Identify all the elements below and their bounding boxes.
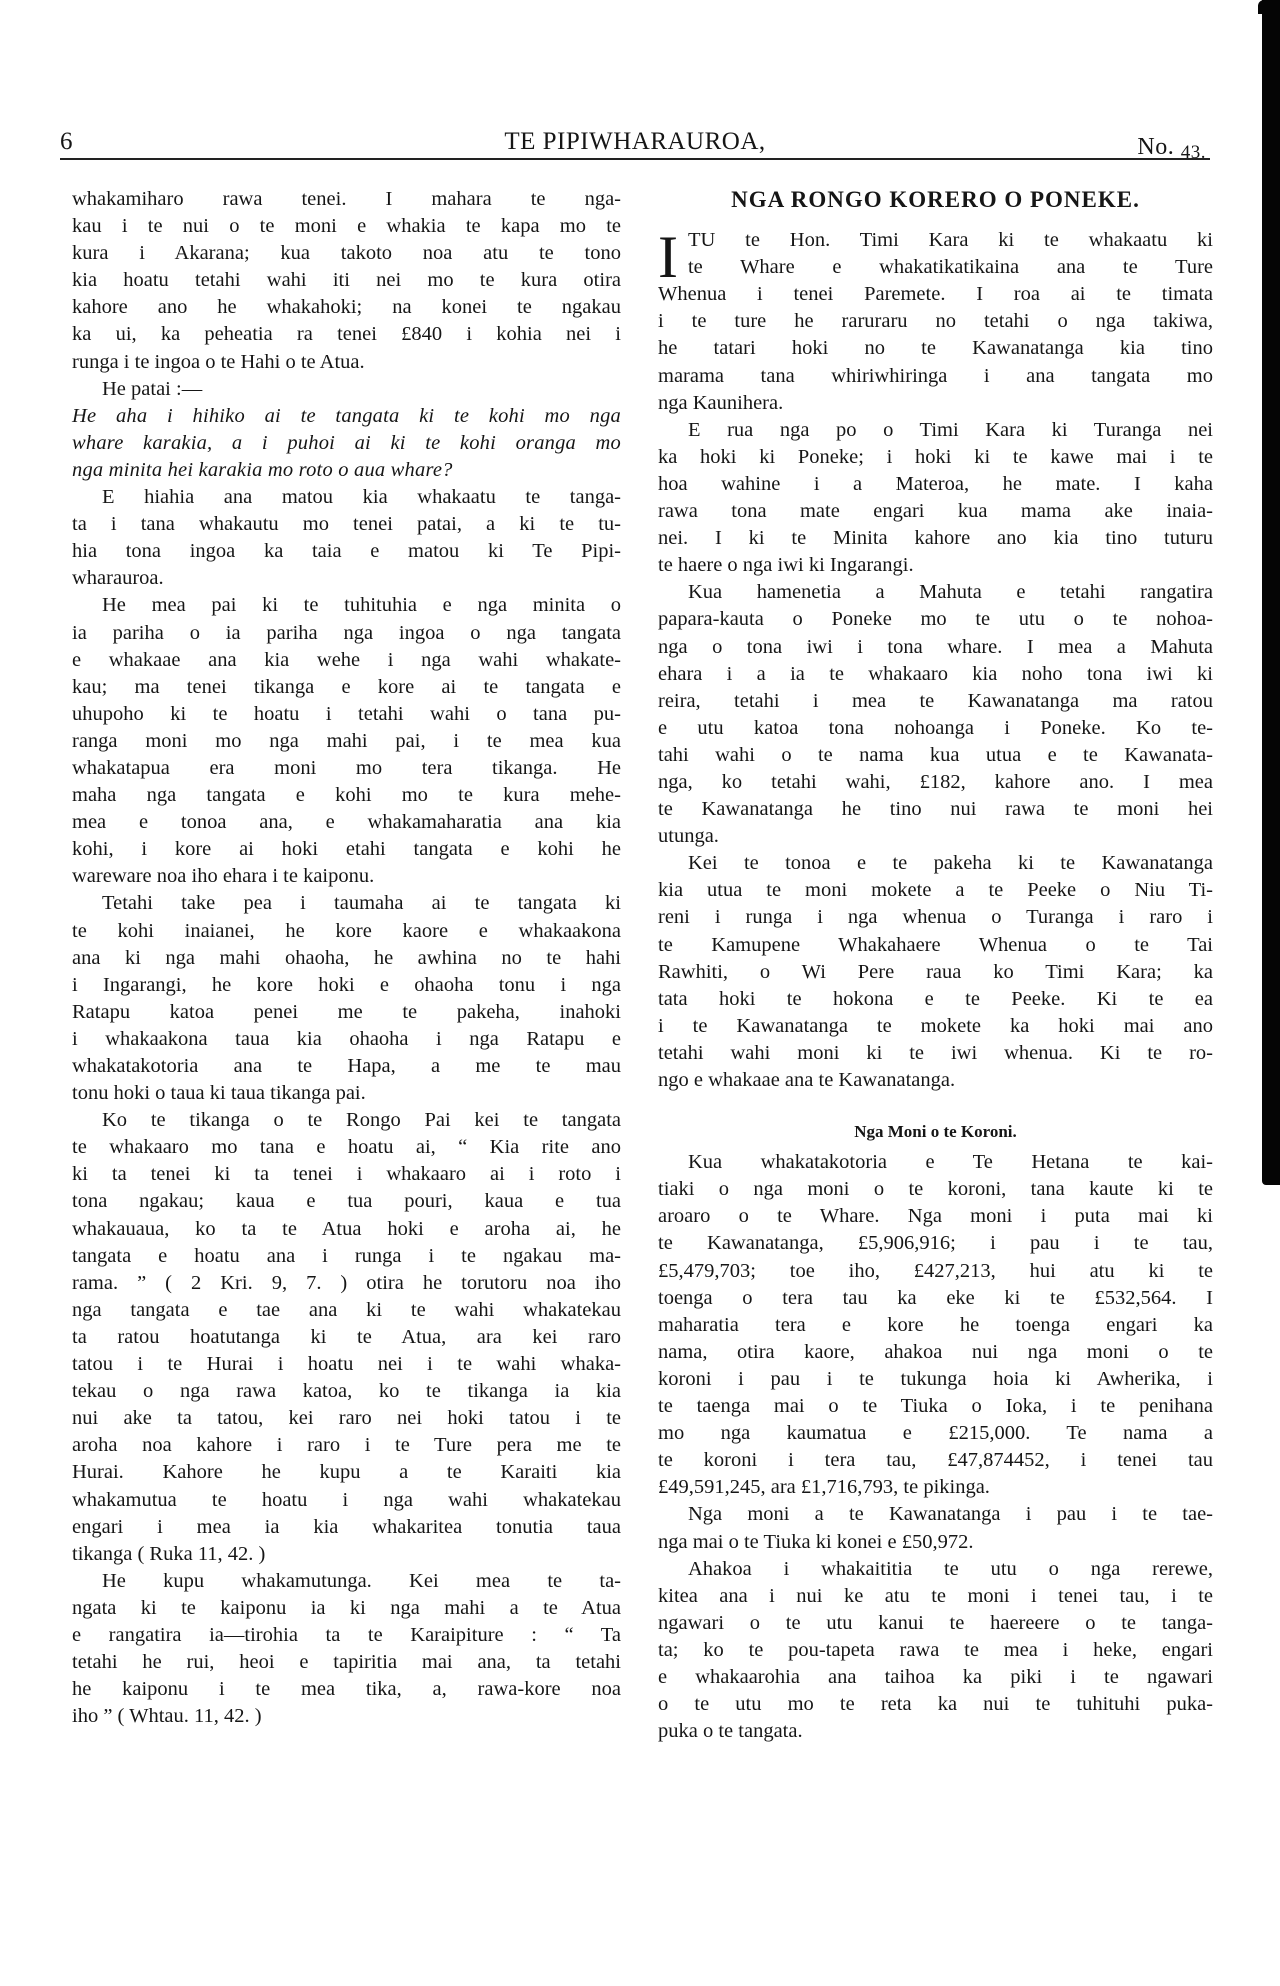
article-subheading: Nga Moni o te Koroni.	[854, 1122, 1017, 1142]
text-line: Nga moni a te Kawanatanga i pau i te tae-	[688, 1503, 1213, 1526]
text-line: Tetahi take pea i taumaha ai te tangata ki	[102, 892, 621, 915]
text-line: kia utua te moni mokete a te Peeke o Niu Ti-	[658, 879, 1213, 902]
text-line: kau; ma tenei tikanga e kore ai te tangata e	[72, 675, 621, 698]
text-line: He mea pai ki te tuhituhia e nga minita o	[102, 594, 621, 617]
text-line: He kupu whakamutunga. Kei mea te ta-	[102, 1569, 621, 1592]
page-header	[60, 124, 1210, 163]
text-line: te whakaaro mo tana e hoatu ai, “ Kia rite ano	[72, 1136, 621, 1159]
text-line: tiaki o nga moni o te koroni, tana kaute ki te	[658, 1178, 1213, 1201]
text-line: nama, otira kaore, ahakoa nui nga moni o te	[658, 1340, 1213, 1363]
text-line: he tatari hoki no te Kawanatanga kia tino	[658, 337, 1213, 360]
text-line: Whenua i tenei Paremete. I roa ai te timata	[658, 283, 1213, 306]
text-line: nga minita hei karakia mo roto o aua whare?	[72, 458, 453, 481]
text-line: kahore ano he whakahoki; na konei te ngakau	[72, 296, 621, 319]
paragraph	[72, 592, 621, 890]
text-line: e rangatira ia—tirohia ta te Karaipiture : “ Ta	[72, 1623, 621, 1646]
text-line: E rua nga po o Timi Kara ki Turanga nei	[688, 418, 1213, 441]
paragraph	[658, 1149, 1213, 1501]
text-line: tonu hoki o taua ki taua tikanga pai.	[72, 1082, 366, 1105]
text-line: £5,479,703; toe iho, £427,213, hui atu ki te	[658, 1259, 1213, 1282]
text-line: ngo e whakaae ana te Kawanatanga.	[658, 1069, 956, 1091]
text-line: te koroni i tera tau, £47,874452, i tenei tau	[658, 1449, 1213, 1472]
paragraph	[658, 579, 1213, 850]
text-line: ka hoki ki Poneke; i hoki ki te kawe mai i te	[658, 445, 1213, 468]
text-line: tetahi wahi moni ki te iwi whenua. Ki te ro-	[658, 1041, 1213, 1064]
text-line: whakatapua era moni mo tera tikanga. He	[72, 756, 621, 779]
text-line: Ko te tikanga o te Rongo Pai kei te tangata	[102, 1109, 621, 1132]
text-line: nga tangata e tae ana ki te wahi whakatekau	[72, 1298, 621, 1321]
text-line: i te Kawanatanga te mokete ka hoki mai ano	[658, 1014, 1213, 1037]
text-line: tangata e hoatu ana i runga i te ngakau ma-	[72, 1244, 621, 1267]
text-line: maharatia tera e kore he toenga engari ka	[658, 1313, 1213, 1336]
right-column	[658, 186, 1213, 1745]
paragraph	[658, 850, 1213, 1094]
article-heading: NGA RONGO KORERO O PONEKE.	[731, 187, 1140, 212]
text-line: mo nga kaumatua e £215,000. Te nama a	[658, 1422, 1213, 1445]
text-line: kau i te nui o te moni e whakia te kapa mo te	[72, 215, 621, 238]
text-line: te Kawanatanga, £5,906,916; i pau i te tau,	[658, 1232, 1213, 1255]
text-line: Ahakoa i whakaititia te utu o nga rerewe,	[688, 1557, 1213, 1580]
paragraph	[72, 376, 621, 403]
text-line: rama. ” ( 2 Kri. 9, 7. ) otira he torutoru noa iho	[72, 1271, 621, 1294]
text-line: tatou i te Hurai i hoatu nei i te wahi whaka-	[72, 1353, 621, 1376]
text-line: TU te Hon. Timi Kara ki te whakaatu ki	[687, 229, 1213, 252]
text-line: whakamutua te hoatu i nga wahi whakatekau	[72, 1488, 621, 1511]
text-line: nga Kaunihera.	[658, 391, 784, 414]
text-line: ka ui, ka peheatia ra tenei £840 i kohia nei i	[72, 323, 621, 346]
text-line: maha nga tangata e kohi mo te kura mehe-	[72, 784, 621, 807]
text-line: Kua whakatakotoria e Te Hetana te kai-	[688, 1151, 1213, 1174]
text-line: ta i tana whakautu mo tenei patai, a ki te tu-	[72, 513, 621, 536]
text-line: iho ” ( Whtau. 11, 42. )	[72, 1705, 262, 1728]
text-line: ki ta tenei ki ta tenei i whakaaro ai i roto i	[72, 1163, 621, 1186]
paragraph	[658, 417, 1213, 580]
text-line: Kua hamenetia a Mahuta e tetahi rangatira	[688, 581, 1213, 604]
drop-cap: I	[658, 224, 678, 291]
paragraph	[72, 484, 621, 592]
paragraph	[658, 1556, 1213, 1746]
left-column	[72, 186, 621, 1730]
paragraph	[72, 890, 621, 1107]
issue-label: No.	[1137, 134, 1175, 160]
text-line: Kei te tonoa e te pakeha ki te Kawanatanga	[688, 852, 1213, 875]
text-line: whakauaua, ko ta te Atua hoki e aroha ai, he	[72, 1217, 621, 1240]
text-line: e utu katoa tona nohoanga i Poneke. Ko te-	[658, 716, 1213, 739]
text-line: rawa tona mate engari kua mama ake inaia-	[658, 500, 1213, 523]
text-line: tata hoki te hokona e te Peeke. Ki te ea	[658, 987, 1213, 1010]
text-line: tikanga ( Ruka 11, 42. )	[72, 1542, 266, 1565]
text-line: kura i Akarana; kua takoto noa atu te tono	[72, 242, 621, 265]
text-line: E hiahia ana matou kia whakaatu te tanga-	[102, 486, 621, 509]
text-line: te taenga mai o te Tiuka o Ioka, i te penihana	[658, 1395, 1213, 1418]
text-line: wareware noa iho ehara i te kaiponu.	[72, 865, 375, 888]
text-line: o te utu mo te reta ka nui te tuhituhi puka-	[658, 1693, 1213, 1716]
text-line: aroaro o te Whare. Nga moni i puta mai ki	[658, 1205, 1213, 1228]
text-line: te Kawanatanga he tino nui rawa te moni hei	[658, 798, 1213, 821]
paragraph	[658, 1501, 1213, 1555]
text-line: marama tana whiriwhiringa i ana tangata mo	[658, 364, 1213, 387]
text-line: whakamiharo rawa tenei. I mahara te nga-	[72, 188, 621, 210]
text-line: reni i runga i nga whenua o Turanga i raro i	[658, 906, 1213, 929]
text-line: papara-kauta o Poneke mo te utu o te nohoa-	[658, 608, 1213, 631]
text-line: whare karakia, a i puhoi ai ki te kohi oranga mo	[72, 431, 621, 454]
paragraph	[72, 1568, 621, 1731]
text-line: te Kamupene Whakahaere Whenua o te Tai	[658, 933, 1213, 956]
text-line: aroha noa kahore i raro i te Ture pera me te	[72, 1434, 621, 1457]
text-line: i te ture he raruraru no tetahi o nga takiwa,	[658, 310, 1213, 333]
text-line: i Ingarangi, he kore hoki e ohaoha tonu i nga	[72, 973, 621, 996]
text-line: wharauroa.	[72, 567, 164, 590]
text-line: tona ngakau; kaua e tua pouri, kaua e tua	[72, 1190, 621, 1213]
text-line: Ratapu katoa penei me te pakeha, inahoki	[72, 1000, 621, 1023]
text-line: toenga o tera tau ka eke ki te £532,564. I	[658, 1286, 1213, 1309]
text-line: ranga moni mo nga mahi pai, i te mea kua	[72, 729, 621, 752]
text-line: mea e tonoa ana, e whakamaharatia ana kia	[72, 811, 621, 834]
issue-value: 43.	[1180, 142, 1206, 163]
text-line: nga mai o te Tiuka ki konei e £50,972.	[658, 1530, 974, 1553]
text-line: te haere o nga iwi ki Ingarangi.	[658, 554, 914, 577]
text-line: reira, tetahi i mea te Kawanatanga ma ratou	[658, 689, 1213, 712]
page-number: 6	[60, 128, 73, 155]
text-line: tahi wahi o te nama kua utua e te Kawanata-	[658, 743, 1213, 766]
text-line: ngawari o te utu kanui te haereere o te tanga-	[658, 1611, 1213, 1634]
scan-edge-shadow	[1262, 0, 1280, 1185]
text-line: ta; ko te pou-tapeta rawa te mea i heke, engari	[658, 1638, 1213, 1661]
text-line: ta ratou hoatutanga ki te Atua, ara kei raro	[72, 1325, 621, 1348]
paragraph	[72, 186, 621, 376]
text-line: nui ake ta tatou, kei raro nei hoki tatou i te	[72, 1407, 621, 1430]
text-line: tekau o nga rawa katoa, ko te tikanga ia kia	[72, 1380, 621, 1403]
text-line: Hurai. Kahore he kupu a te Karaiti kia	[72, 1461, 621, 1484]
text-line: ana ki nga mahi ohaoha, he awhina no te hahi	[72, 946, 621, 969]
text-line: kitea ana i nui ke atu te moni i tenei tau, i te	[658, 1584, 1213, 1607]
text-line: e whakaarohia ana taihoa ka piki i te ngawari	[658, 1665, 1213, 1688]
text-line: puka o te tangata.	[658, 1720, 803, 1743]
text-line: i whakaakona taua kia ohaoha i nga Ratapu e	[72, 1027, 621, 1050]
paragraph	[72, 1107, 621, 1568]
text-line: £49,591,245, ara £1,716,793, te pikinga.	[658, 1476, 990, 1499]
text-line: engari i mea ia kia whakaritea tonutia taua	[72, 1515, 621, 1538]
text-line: nga, ko tetahi wahi, £182, kahore ano. I mea	[658, 770, 1213, 793]
text-line: nga o tona iwi i tona whare. I mea a Mahuta	[658, 635, 1213, 658]
text-line: He patai :—	[102, 377, 203, 400]
issue-number	[1137, 134, 1206, 161]
paragraph	[72, 403, 621, 484]
text-line: runga i te ingoa o te Hahi o te Atua.	[72, 350, 365, 373]
text-line: tetahi he rui, heoi e tapiritia mai ana, ta tetahi	[72, 1651, 621, 1674]
publication-title: TE PIPIWHARAUROA,	[504, 128, 766, 155]
text-line: kohi, i kore ai hoki etahi tangata e kohi he	[72, 838, 621, 861]
text-line: kia hoatu tetahi wahi iti nei mo te kura otira	[72, 269, 621, 292]
text-line: ngata ki te kaiponu ia ki nga mahi a te Atua	[72, 1596, 621, 1619]
text-line: whakatakotoria ana te Hapa, a me te mau	[72, 1055, 621, 1077]
text-line: hia tona ingoa ka taia e matou ki Te Pipi-	[72, 540, 621, 563]
text-line: te kohi inaianei, he kore kaore e whakaakona	[72, 919, 621, 942]
text-line: uhupoho ki te hoatu i tetahi wahi o tana pu-	[72, 702, 621, 725]
text-line: ehara i a ia te whakaaro kia noho tona iwi ki	[658, 662, 1213, 685]
text-line: He aha i hihiko ai te tangata ki te kohi mo nga	[72, 404, 621, 427]
text-line: Rawhiti, o Wi Pere raua ko Timi Kara; ka	[658, 960, 1213, 983]
text-line: ia pariha o ia pariha nga ingoa o nga tangata	[72, 621, 621, 644]
text-line: he kaiponu i te mea tika, a, rawa-kore noa	[72, 1678, 621, 1701]
text-line: e whakaae ana kia wehe i nga wahi whakate-	[72, 648, 621, 671]
text-line: koroni i pau i te tukunga hoia ki Awherika, i	[658, 1367, 1213, 1390]
paragraph	[658, 224, 1213, 417]
text-line: utunga.	[658, 825, 719, 848]
text-line: nei. I ki te Minita kahore ano kia tino tuturu	[658, 527, 1213, 550]
text-line: te Whare e whakatikatikaina ana te Ture	[687, 256, 1213, 279]
text-line: hoa wahine i a Materoa, he mate. I kaha	[658, 472, 1213, 495]
